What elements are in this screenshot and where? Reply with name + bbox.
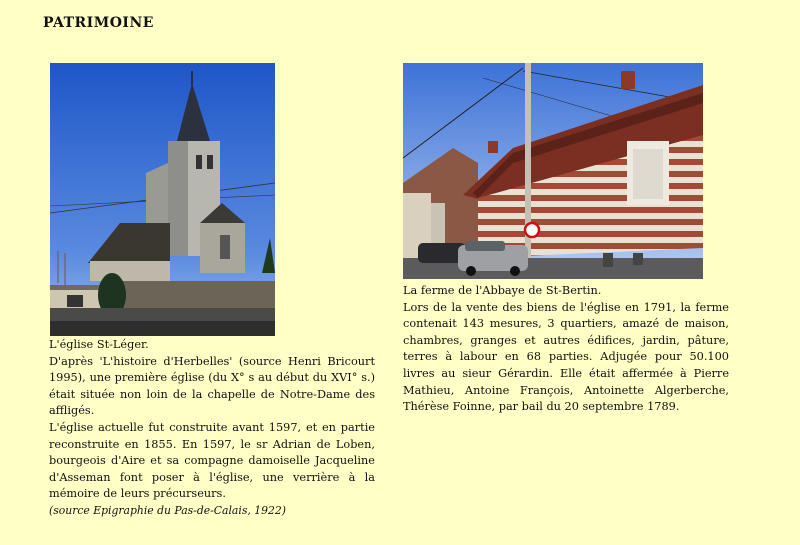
page-title: PATRIMOINE xyxy=(43,15,154,31)
church-construction-paragraph: L'église actuelle fut construite avant 1597, et en partie reconstruite en 1855. En 1597, le sr Adrian de Loben, bourgeois d'Aire et sa compagne damoiselle Jacqueline d'Asseman font poser à l'église, une verrière à la mémoire de leurs précurseurs. xyxy=(49,420,375,501)
farm-photo xyxy=(403,63,703,279)
church-description xyxy=(49,337,375,520)
church-caption: L'église St-Léger. xyxy=(49,338,149,351)
church-history-paragraph: D'après 'L'histoire d'Herbelles' (source Henri Bricourt 1995), une première église (du X° s au début du XVI° s.) était située non loin de la chapelle de Notre-Dame des affligés. xyxy=(49,354,375,418)
source-citation: (source Epigraphie du Pas-de-Calais, 1922) xyxy=(49,503,286,517)
church-photo xyxy=(50,63,275,336)
farm-description xyxy=(403,283,729,416)
farm-caption: La ferme de l'Abbaye de St-Bertin. xyxy=(403,284,602,297)
farm-history-paragraph: Lors de la vente des biens de l'église en 1791, la ferme contenait 143 mesures, 3 quartiers, amazé de maison, chambres, granges et autres édifices, jardin, pâture, terres à labour en 68 parties. Adjugée pour 50.100 livres au sieur Gérardin. Elle était affermée à Pierre Mathieu, Antoine François, Antoinette Algerberche, Thérèse Foinne, par bail du 20 septembre 1789. xyxy=(403,300,729,414)
